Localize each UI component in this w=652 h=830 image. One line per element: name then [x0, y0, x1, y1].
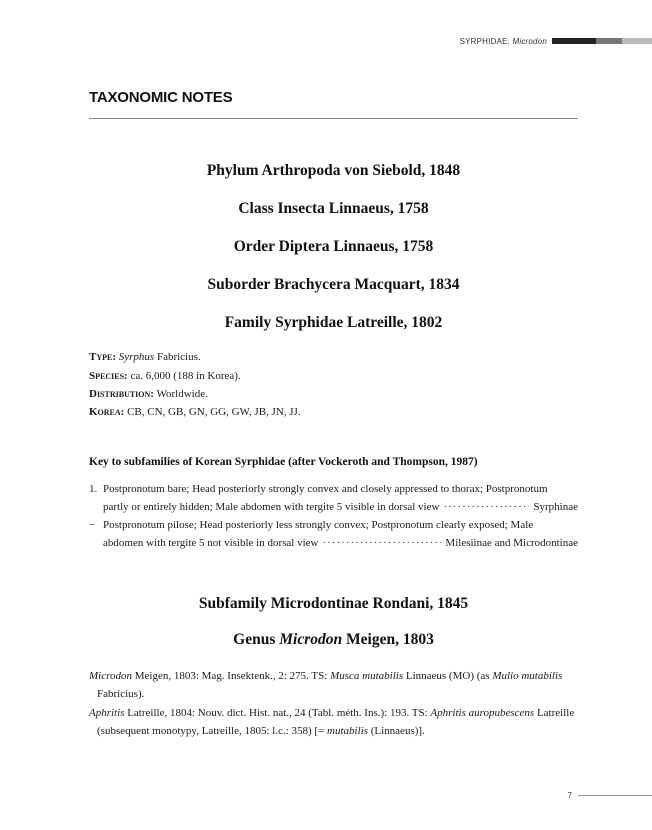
- leader-dots: [443, 501, 529, 513]
- type-genus: Syrphus: [118, 351, 155, 363]
- running-head: [460, 36, 652, 46]
- running-head-bar-mid: [596, 38, 622, 44]
- page-footer: [568, 791, 652, 800]
- key-couplet-2-cont: [103, 537, 578, 549]
- couplet-text: abdomen with tergite 5 not visible in dorsal view: [103, 537, 319, 549]
- species-value: ca. 6,000 (188 in Korea).: [127, 370, 241, 382]
- distribution-value: Worldwide.: [153, 388, 208, 400]
- subfamily-heading: Subfamily Microdontinae Rondani, 1845: [198, 595, 469, 612]
- couplet-text: partly or entirely hidden; Male abdomen with tergite 5 visible in dorsal view: [103, 501, 440, 513]
- couplet-result: Syrphinae: [533, 501, 578, 513]
- running-head-bar-light: [622, 38, 652, 44]
- genus-name: Microdon: [279, 631, 343, 648]
- synonym-entry-2: Aphritis Latreille, 1804: Nouv. dict. Hist. nat., 24 (Tabl. méth. Ins.): 193. TS: Aphritis auropubescens Latreille: [89, 707, 575, 719]
- genus-heading: Genus Microdon Meigen, 1803: [233, 631, 434, 648]
- key-couplet-1-cont: [103, 501, 578, 513]
- section-divider: [89, 118, 578, 119]
- korea-value: CB, CN, GB, GN, GG, GW, JB, JN, JJ.: [124, 406, 301, 418]
- korea-line: [89, 406, 301, 418]
- order-heading: Order Diptera Linnaeus, 1758: [233, 238, 434, 255]
- running-head-text: SYRPHIDAE: Microdon: [459, 36, 547, 46]
- synonym-entry-1-cont: Fabricius).: [97, 688, 145, 700]
- type-author: Fabricius.: [154, 351, 201, 363]
- type-line: [89, 351, 201, 363]
- synonym-entry-1: Microdon Meigen, 1803: Mag. Insektenk., 2: 275. TS: Musca mutabilis Linnaeus (MO) (as Mulio mutabilis: [89, 670, 563, 682]
- key-title: Key to subfamilies of Korean Syrphidae (after Vockeroth and Thompson, 1987): [89, 456, 478, 468]
- footer-rule: [578, 795, 652, 796]
- couplet-text: Postpronotum bare; Head posteriorly strongly convex and closely appressed to thorax; Postpronotum: [103, 483, 548, 495]
- suborder-heading: Suborder Brachycera Macquart, 1834: [207, 276, 460, 293]
- section-title: TAXONOMIC NOTES: [89, 89, 233, 106]
- phylum-heading: Phylum Arthropoda von Siebold, 1848: [206, 162, 461, 179]
- page-number: 7: [567, 791, 572, 800]
- couplet-number: −: [89, 519, 96, 531]
- couplet-result: Milesiinae and Microdontinae: [445, 537, 578, 549]
- running-head-bar-dark: [552, 38, 596, 44]
- synonym-entry-2-cont: (subsequent monotypy, Latreille, 1805: l.c.: 358) [= mutabilis (Linnaeus)].: [97, 725, 425, 737]
- class-heading: Class Insecta Linnaeus, 1758: [238, 200, 429, 217]
- distribution-line: [89, 388, 208, 400]
- distribution-label: Distribution:: [89, 388, 154, 400]
- type-label: Type:: [89, 351, 116, 363]
- korea-label: Korea:: [89, 406, 125, 418]
- family-heading: Family Syrphidae Latreille, 1802: [224, 314, 443, 331]
- couplet-number: 1.: [89, 483, 98, 495]
- leader-dots: [322, 537, 441, 549]
- species-line: [89, 370, 241, 382]
- species-label: Species:: [89, 370, 128, 382]
- couplet-text: Postpronotum pilose; Head posteriorly less strongly convex; Postpronotum clearly exposed; Male: [103, 519, 534, 531]
